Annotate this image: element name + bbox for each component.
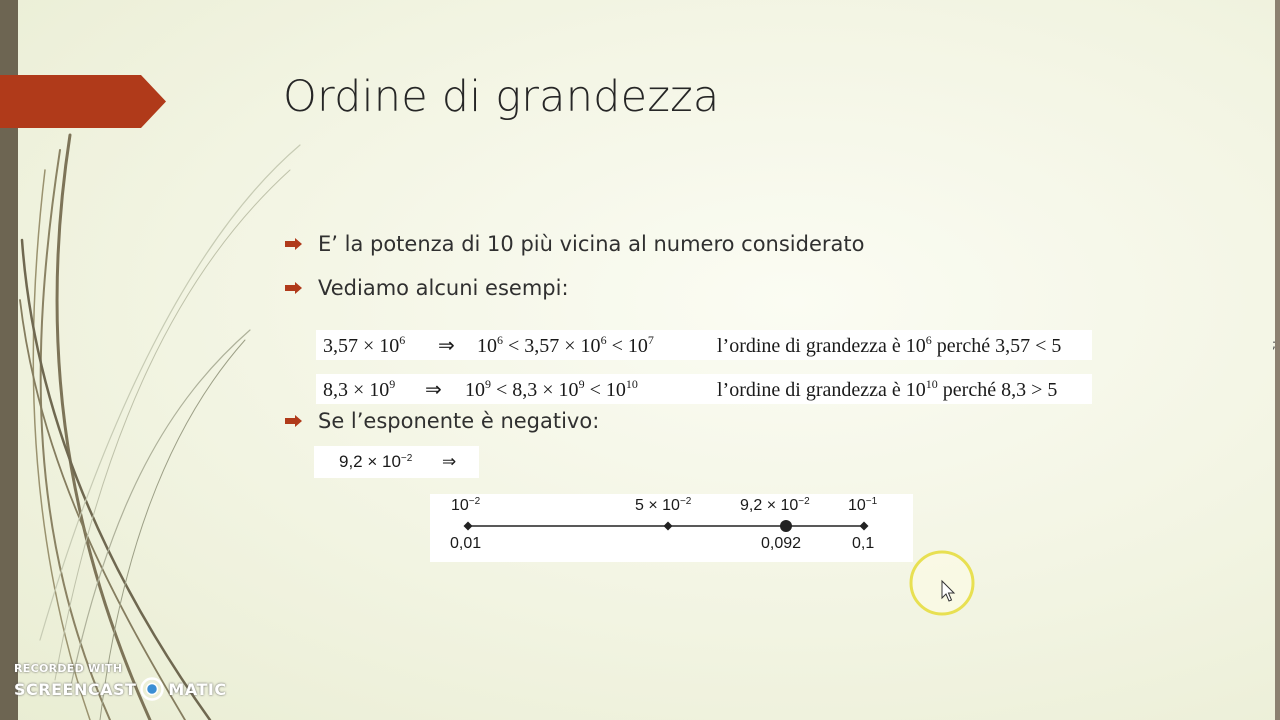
slide-title: Ordine di grandezza [283, 72, 720, 122]
screencast-logo-icon [140, 677, 164, 701]
tick-label-bottom: 0,092 [761, 535, 802, 552]
arrow-bullet-icon [285, 282, 302, 294]
number-line-figure [430, 494, 913, 562]
title-accent-tab [0, 75, 166, 128]
tick-label-bottom: 0,1 [852, 535, 875, 552]
offslide-fragment: ; [1272, 337, 1277, 351]
tick-label-top: $5 \times 10^{-2}$ [635, 496, 692, 514]
example-formula-1 [316, 330, 1092, 360]
number-line-axis [430, 494, 913, 562]
formula-explanation: l’ordine di grandezza è $10^{10}$ perché 8,3 > 5 [717, 377, 1058, 401]
example-formula-2 [316, 374, 1092, 404]
highlighted-point-marker [780, 520, 792, 532]
right-edge-bar [1275, 0, 1280, 720]
screencast-watermark [14, 662, 227, 701]
formula-inequality: $10^6 < 3,57 \times 10^6 < 10^7$ [477, 333, 654, 357]
tick-label-top: $10^{-1}$ [848, 496, 878, 514]
formula-arrow: ⇒ [438, 335, 455, 357]
formula-base: $3,57 \times 10^6$ [323, 333, 406, 357]
point-marker [860, 522, 869, 531]
bullet-definition [285, 232, 864, 256]
point-marker [664, 522, 673, 531]
cursor-highlight-ring [909, 550, 975, 616]
formula-base: $8,3 \times 10^9$ [323, 377, 396, 401]
formula-base: $9,2 \times 10^{-2}$ [339, 452, 413, 471]
arrow-bullet-icon [285, 238, 302, 250]
point-marker [464, 522, 473, 531]
formula-explanation: l’ordine di grandezza è $10^6$ perché 3,57 < 5 [717, 333, 1062, 357]
watermark-brand: SCREENCAST MATIC [14, 677, 227, 701]
negative-example-formula [314, 446, 479, 478]
bullet-text: Vediamo alcuni esempi: [318, 276, 569, 300]
formula-arrow: ⇒ [425, 379, 442, 401]
bullet-negative-exponent [285, 409, 599, 433]
tick-label-bottom: 0,01 [450, 535, 482, 552]
tick-label-top: $9,2 \times 10^{-2}$ [740, 496, 810, 514]
arrow-bullet-icon [285, 415, 302, 427]
formula-inequality: $10^9 < 8,3 \times 10^9 < 10^{10}$ [465, 377, 638, 401]
bullet-examples [285, 276, 569, 300]
bullet-text: E’ la potenza di 10 più vicina al numero considerato [318, 232, 865, 256]
watermark-line1: RECORDED WITH [14, 662, 123, 675]
formula-arrow: ⇒ [442, 452, 457, 471]
tick-label-top: $10^{-2}$ [451, 496, 481, 514]
bullet-text: Se l’esponente è negativo: [318, 409, 600, 433]
